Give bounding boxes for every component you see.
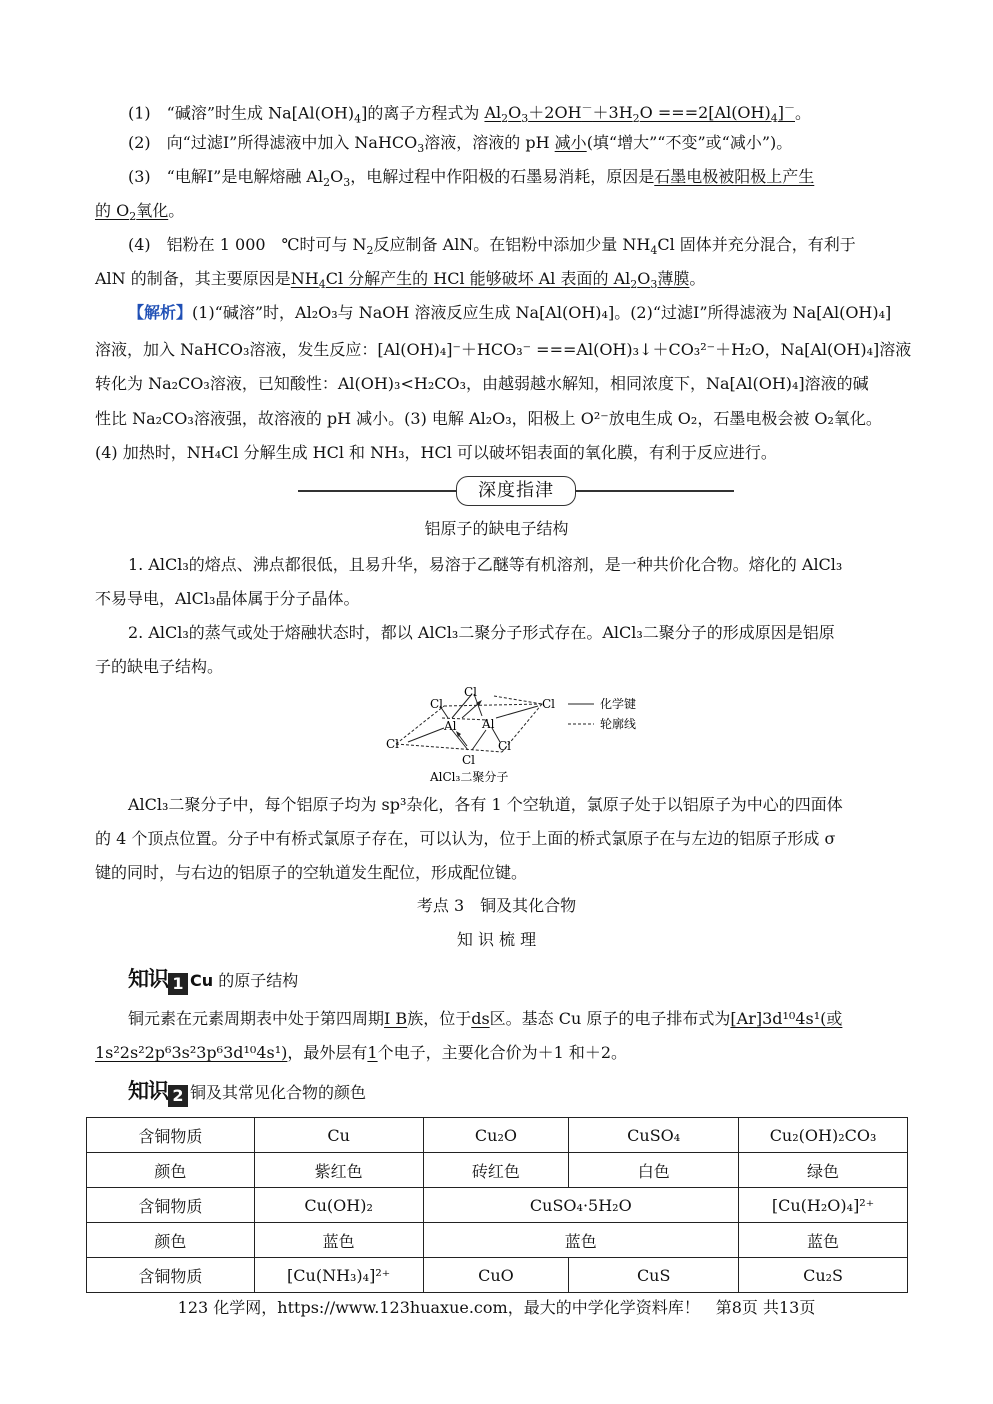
atom-cl-upper-left: Cl xyxy=(430,697,444,711)
atom-cl-lower-right: Cl xyxy=(498,739,512,753)
banner-rule-right xyxy=(574,490,734,492)
atom-cl-top: Cl xyxy=(464,685,478,699)
answer-4: $NH_4Cl$ 分解产生的 HCl 能够破坏 Al 表面的 $Al_2O_3$薄膜 xyxy=(290,269,690,292)
question-3-cont: 的 $O_2$氧化。 xyxy=(95,201,185,224)
atom-cl-bottom: Cl xyxy=(462,753,476,767)
alcl3-dimer-diagram xyxy=(378,682,668,786)
number-badge: 1 xyxy=(168,973,188,995)
question-1: (1) “碱溶”时生成 $Na[Al(OH)_4]$的离子方程式为 $Al_2O_3+2OH^-+3H_2O ===2[Al(OH)_4]^-$。 xyxy=(128,102,812,126)
answer-3-part2: 的 $O_2$氧化 xyxy=(95,201,169,224)
banner-rule-left xyxy=(298,490,458,492)
page-footer: 123 化学网，https://www.123huaxue.com，最大的中学化学资料库！ 第8页 共13页 xyxy=(177,1298,816,1317)
atom-al-right: Al xyxy=(482,717,495,731)
analysis-line-3: 转化为 Na₂CO₃溶液，已知酸性：Al(OH)₃<H₂CO₃，由越弱越水解知，相同浓度下，Na[Al(OH)₄]溶液的碱 xyxy=(95,374,869,393)
analysis-line-5: (4) 加热时，NH₄Cl 分解生成 HCl 和 NH₃，HCl 可以破坏铝表面的氧化膜，有利于反应进行。 xyxy=(95,443,777,462)
table-row: 含铜物质 [Cu(NH₃)₄]²⁺ CuO CuS Cu₂S xyxy=(87,1258,908,1293)
point-1-line-1: 1. AlCl₃的熔点、沸点都很低，且易升华，易溶于乙醚等有机溶剂，是一种共价化合物。熔化的 AlCl₃ xyxy=(128,555,843,574)
knowledge-1-text-cont: 1s²2s²2p⁶3s²3p⁶3d¹⁰4s¹)，最外层有1个电子，主要化合价为＋1 和＋2。 xyxy=(95,1043,628,1062)
answer-1: $Al_2O_3+2OH^-+3H_2O ===2[Al(OH)_4]^-$ xyxy=(484,102,795,126)
table-row: 颜色 蓝色 蓝色 蓝色 xyxy=(87,1223,908,1258)
section-title: 考点 3 铜及其化合物 xyxy=(416,896,577,915)
table-row: 颜色 紫红色 砖红色 白色 绿色 xyxy=(87,1153,908,1188)
legend-bond: 化学键 xyxy=(600,697,637,711)
legend-outline: 轮廓线 xyxy=(600,717,637,731)
diagram-caption: AlCl₃二聚分子 xyxy=(430,770,509,784)
atom-cl-upper-right: Cl xyxy=(542,697,556,711)
banner-label: 深度指津 xyxy=(456,476,576,506)
analysis-line-4: 性比 Na₂CO₃溶液强，故溶液的 pH 减小。(3) 电解 Al₂O₃，阳极上 O²⁻放电生成 O₂，石墨电极会被 O₂氧化。 xyxy=(95,409,882,428)
point-2-line-1: 2. AlCl₃的蒸气或处于熔融状态时，都以 AlCl₃二聚分子形式存在。AlCl₃二聚分子的形成原因是铝原 xyxy=(128,623,835,642)
point-3-line-1: AlCl₃二聚分子中，每个铝原子均为 sp³杂化，各有 1 个空轨道，氯原子处于以铝原子为中心的四面体 xyxy=(128,795,843,814)
section-banner xyxy=(298,476,734,506)
point-3-line-3: 键的同时，与右边的铝原子的空轨道发生配位，形成配位键。 xyxy=(95,863,528,882)
analysis-tag: 【解析】 xyxy=(128,303,193,322)
section-subtitle: 知 识 梳 理 xyxy=(456,930,537,949)
knowledge-2-heading: 知识 2 铜及其常见化合物的颜色 xyxy=(128,1079,367,1105)
atom-al-left: Al xyxy=(444,719,457,733)
answer-3-part1: 石墨电极被阳极上产生 xyxy=(654,167,815,186)
knowledge-1-heading: 知识 1 Cu 的原子结构 xyxy=(128,967,299,993)
point-1-line-2: 不易导电，AlCl₃晶体属于分子晶体。 xyxy=(95,589,360,608)
number-badge: 2 xyxy=(168,1085,188,1107)
question-4: (4) 铝粉在 1 000 ℃时可与 $N_2$反应制备 AlN。在铝粉中添加少量 $NH_4Cl$ 固体并充分混合，有利于 xyxy=(128,235,856,258)
question-4-cont: AlN 的制备，其主要原因是$NH_4Cl$ 分解产生的 HCl 能够破坏 Al 表面的 $Al_2O_3$薄膜。 xyxy=(95,269,706,292)
point-2-line-2: 子的缺电子结构。 xyxy=(95,657,224,676)
copper-colors-table xyxy=(86,1117,908,1293)
subtitle: 铝原子的缺电子结构 xyxy=(424,519,569,538)
question-2: (2) 向“过滤Ⅰ”所得滤液中加入 NaHCO$_3$溶液，溶液的 pH 减小(填“增大”“不变”或“减小”)。 xyxy=(128,133,793,156)
answer-2: 减小 xyxy=(554,133,587,152)
analysis-line-2: 溶液，加入 NaHCO₃溶液，发生反应：[Al(OH)₄]⁻＋HCO₃⁻ ===Al(OH)₃↓＋CO₃²⁻＋H₂O，Na[Al(OH)₄]溶液 xyxy=(95,340,912,359)
analysis-line-1: 【解析】(1)“碱溶”时，Al₂O₃与 NaOH 溶液反应生成 Na[Al(OH)₄]。(2)“过滤Ⅰ”所得滤液为 Na[Al(OH)₄] xyxy=(128,303,892,322)
point-3-line-2: 的 4 个顶点位置。分子中有桥式氯原子存在，可以认为，位于上面的桥式氯原子在与左边的铝原子形成 σ xyxy=(95,829,836,848)
table-row: 含铜物质 Cu(OH)₂ CuSO₄·5H₂O [Cu(H₂O)₄]²⁺ xyxy=(87,1188,908,1223)
question-3: (3) “电解Ⅰ”是电解熔融 $Al_2O_3$，电解过程中作阳极的石墨易消耗，原因是石墨电极被阳极上产生 xyxy=(128,167,815,190)
table-row: 含铜物质 Cu Cu₂O CuSO₄ Cu₂(OH)₂CO₃ xyxy=(87,1118,908,1153)
knowledge-1-text: 铜元素在元素周期表中处于第四周期Ⅰ B族，位于ds区。基态 Cu 原子的电子排布式为[Ar]3d¹⁰4s¹(或 xyxy=(128,1009,843,1028)
atom-cl-lower-left: Cl xyxy=(386,737,400,751)
